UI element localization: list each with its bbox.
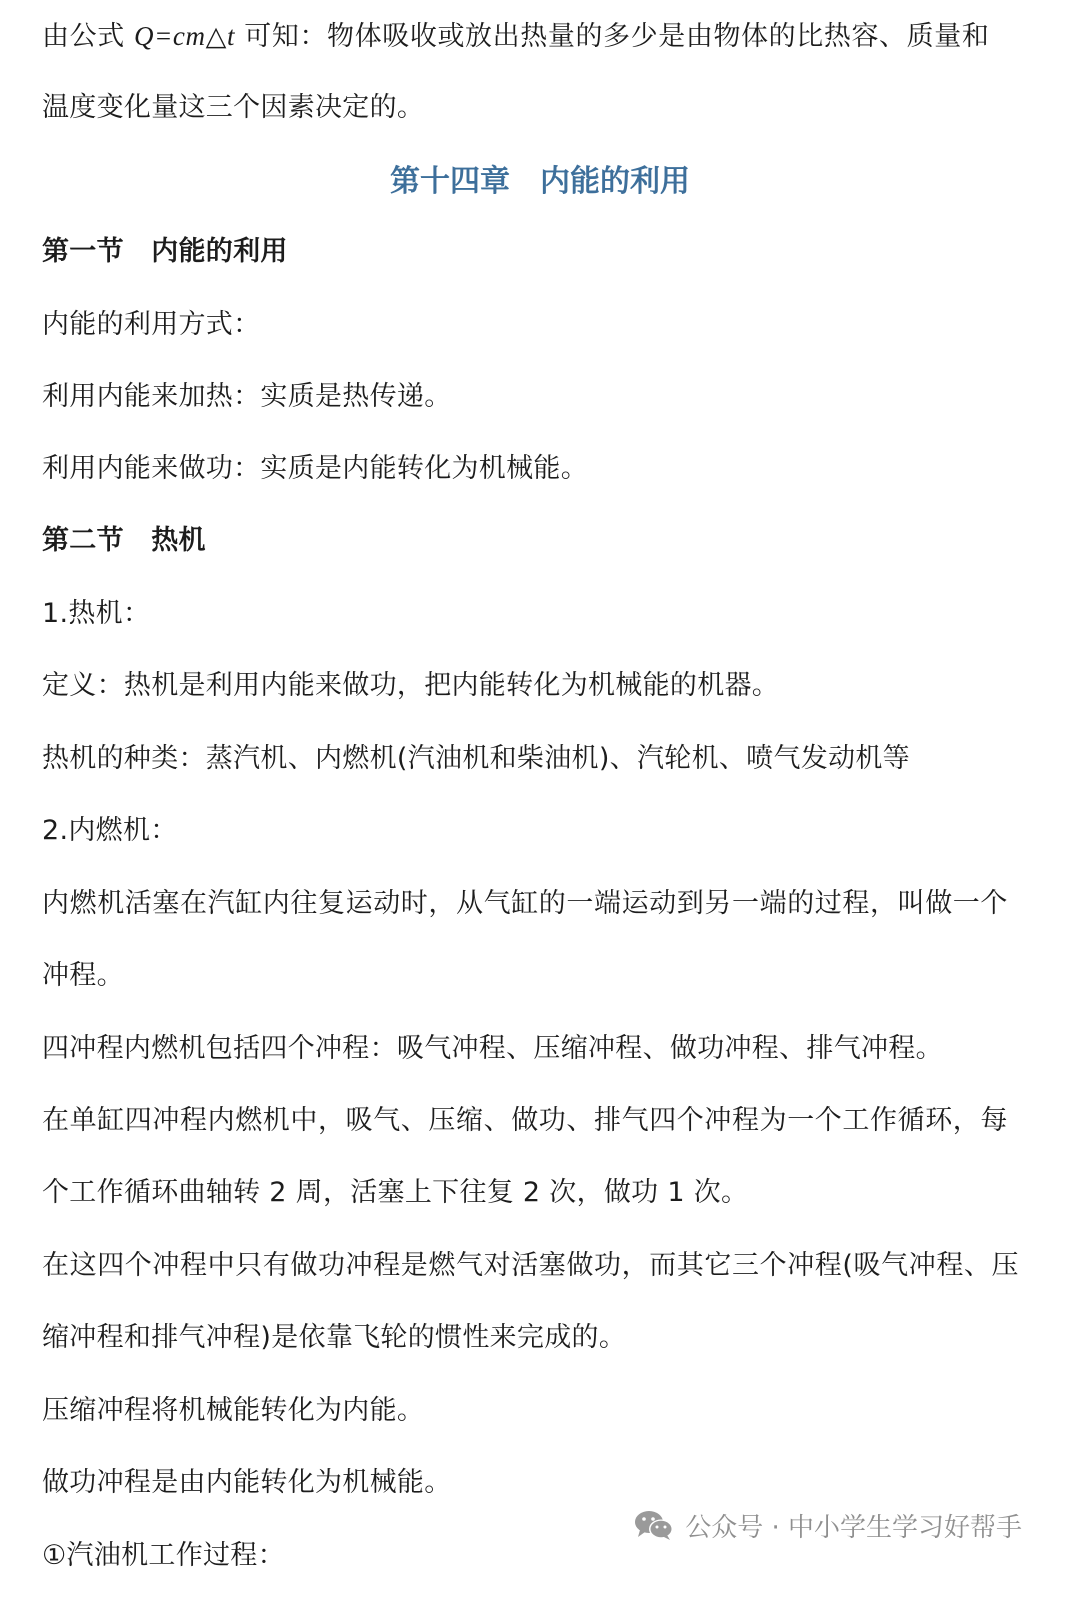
section-2-line: 冲程。 [42, 960, 124, 991]
section-1-line: 利用内能来加热：实质是热传递。 [42, 381, 452, 412]
section-1-title: 第一节 内能的利用 [42, 236, 288, 267]
section-2-line: 热机的种类：蒸汽机、内燃机(汽油机和柴油机)、汽轮机、喷气发动机等 [42, 743, 910, 774]
section-2-line: 压缩冲程将机械能转化为内能。 [42, 1395, 425, 1426]
section-2-line: 在这四个冲程中只有做功冲程是燃气对活塞做功，而其它三个冲程(吸气冲程、压 [42, 1250, 1020, 1281]
intro-line-1 [42, 18, 989, 55]
section-2-line: 缩冲程和排气冲程)是依靠飞轮的惯性来完成的。 [42, 1322, 627, 1353]
section-2-line: 个工作循环曲轴转 2 周，活塞上下往复 2 次，做功 1 次。 [42, 1177, 749, 1208]
section-2-line: 定义：热机是利用内能来做功，把内能转化为机械能的机器。 [42, 670, 780, 701]
section-2-line: 2.内燃机： [42, 815, 178, 846]
watermark [633, 1505, 1022, 1545]
intro-suffix: 可知：物体吸收或放出热量的多少是由物体的比热容、质量和 [235, 21, 990, 52]
section-2-line: 内燃机活塞在汽缸内往复运动时，从气缸的一端运动到另一端的过程，叫做一个 [42, 888, 1008, 919]
section-2-line: 1.热机： [42, 598, 151, 629]
chapter-title: 第十四章 内能的利用 [390, 164, 690, 199]
section-2-line: 在单缸四冲程内燃机中，吸气、压缩、做功、排气四个冲程为一个工作循环，每 [42, 1105, 1008, 1136]
section-2-line: 四冲程内燃机包括四个冲程：吸气冲程、压缩冲程、做功冲程、排气冲程。 [42, 1033, 943, 1064]
watermark-text: 公众号 · 中小学生学习好帮手 [685, 1512, 1022, 1543]
section-2-title: 第二节 热机 [42, 525, 206, 556]
intro-prefix: 由公式 [42, 21, 134, 52]
section-2-line: ①汽油机工作过程： [42, 1540, 285, 1571]
intro-line-2: 温度变化量这三个因素决定的。 [42, 92, 425, 123]
section-2-line: 做功冲程是由内能转化为机械能。 [42, 1467, 452, 1498]
heat-formula: Q=cm△t [133, 21, 236, 51]
section-1-line: 利用内能来做功：实质是内能转化为机械能。 [42, 453, 588, 484]
wechat-icon [633, 1508, 675, 1542]
section-1-line: 内能的利用方式： [42, 309, 261, 340]
